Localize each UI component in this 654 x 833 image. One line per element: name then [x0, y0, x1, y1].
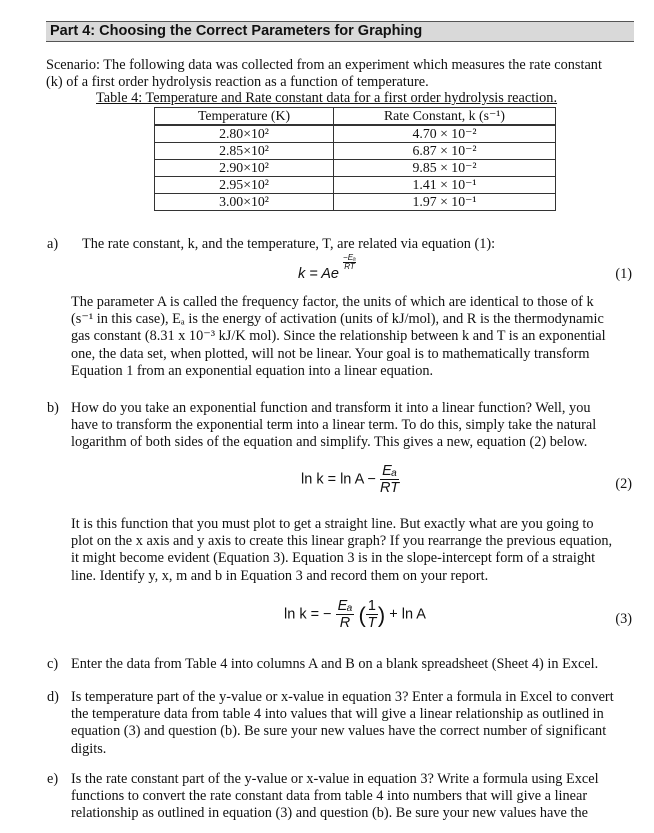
table-header-row [155, 108, 556, 126]
part-e-line: relationship as outlined in equation (3) and question (b). Be sure your new values have the [71, 805, 588, 822]
equation-2 [301, 463, 399, 497]
equation-2-fraction [380, 463, 399, 497]
part-a-intro: The rate constant, k, and the temperature, T, are related via equation (1): [82, 236, 496, 252]
part-b-line: It is this function that you must plot to get a straight line. But exactly what are you going to [71, 516, 594, 532]
part-b-line: line. Identify y, x, m and b in Equation 3 and record them on your report. [71, 567, 489, 584]
scenario-paragraph [46, 57, 634, 91]
part-e-line: Is the rate constant part of the y-value or x-value in equation 3? Write a formula using Excel [71, 771, 599, 787]
left-paren-glyph: ( [358, 602, 366, 628]
table-row [155, 177, 556, 194]
part-d-label: d) [47, 689, 59, 705]
part-b-label: b) [47, 400, 59, 416]
part-d-line: equation (3) and question (b). Be sure your new values have the correct number of significant [71, 723, 607, 740]
column-header-temperature: Temperature (K) [155, 108, 334, 126]
table-caption: Table 4: Temperature and Rate constant data for a first order hydrolysis reaction. [96, 90, 558, 106]
table-row [155, 143, 556, 160]
column-header-rate-constant: Rate Constant, k (s⁻¹) [334, 108, 556, 126]
equation-3-inner-fraction [366, 598, 378, 632]
section-header [46, 21, 634, 42]
equation-2-left: ln k = ln A − [301, 471, 376, 488]
part-d-line: the temperature data from table 4 into values that will give a linear relationship as outlined in [71, 706, 604, 723]
part-b-line: plot on the x axis and y axis to create this linear graph? If you rearrange the previous equation, [71, 533, 613, 550]
part-e-line: functions to convert the rate constant data from table 4 into numbers that will give a linear [71, 788, 588, 805]
scenario-line: (k) of a first order hydrolysis reaction as a function of temperature. [46, 74, 429, 91]
part-b-paragraph-2 [71, 516, 633, 585]
part-e-label: e) [47, 771, 59, 787]
data-table [154, 107, 556, 211]
equation-3-inner-denominator: T [367, 615, 377, 631]
equation-2-number: (2) [615, 476, 632, 492]
equation-1-exponent [343, 254, 356, 271]
right-paren-glyph: ) [377, 602, 386, 628]
rate-constant-cell: 6.87 × 10⁻² [334, 143, 556, 160]
equation-3-right: + ln A [389, 606, 426, 623]
table-row [155, 125, 556, 143]
temperature-cell: 2.80×10² [155, 125, 334, 143]
temperature-cell: 2.90×10² [155, 160, 334, 177]
temperature-cell: 3.00×10² [155, 194, 334, 211]
rate-constant-cell: 4.70 × 10⁻² [334, 125, 556, 143]
part-a-line: The parameter A is called the frequency factor, the units of which are identical to those of k [71, 294, 594, 310]
part-b-line: logarithm of both sides of the equation and simplify. This gives a new, equation (2) below. [71, 434, 588, 451]
rate-constant-cell: 1.41 × 10⁻¹ [334, 177, 556, 194]
part-d-line: digits. [71, 740, 107, 757]
part-d-paragraph [71, 689, 633, 758]
part-c-text: Enter the data from Table 4 into columns A and B on a blank spreadsheet (Sheet 4) in Excel. [71, 656, 599, 672]
part-b-line: How do you take an exponential function and transform it into a linear function? Well, you [71, 400, 591, 416]
part-b-paragraph [71, 400, 633, 452]
equation-3-inner-numerator: 1 [367, 598, 376, 614]
equation-1-exponent-bottom: RT [344, 262, 355, 271]
equation-3-number: (3) [615, 611, 632, 627]
part-a-line: gas constant (8.31 x 10⁻³ kJ/K mol). Since the relationship between k and T is an exponential [71, 328, 606, 345]
part-a-line: (s⁻¹ in this case), Eₐ is the energy of activation (units of kJ/mol), and R is the thermodynamic [71, 311, 604, 328]
equation-3-denominator: R [339, 615, 351, 631]
part-d-line: Is temperature part of the y-value or x-value in equation 3? Enter a formula in Excel to convert [71, 689, 614, 705]
part-b-line: it might become evident (Equation 3). Equation 3 is in the slope-intercept form of a straight [71, 550, 596, 567]
part-a-line: one, the data set, when plotted, will not be linear. Your goal is to mathematically transform [71, 345, 590, 362]
part-a-label: a) [47, 236, 59, 252]
table-row [155, 194, 556, 211]
part-b-line: have to transform the exponential term into a linear term. To do this, simply take the natural [71, 417, 597, 434]
equation-2-numerator: Eₐ [380, 463, 399, 480]
equation-1-exponent-top: −Eₐ [343, 253, 356, 262]
equation-3-numerator: Eₐ [337, 598, 353, 614]
temperature-cell: 2.95×10² [155, 177, 334, 194]
equation-3-left: ln k = − [284, 606, 332, 623]
scenario-line: Scenario: The following data was collected from an experiment which measures the rate constant [46, 57, 602, 73]
part-e-paragraph [71, 771, 633, 823]
part-a-line: Equation 1 from an exponential equation into a linear equation. [71, 362, 434, 379]
equation-2-denominator: RT [380, 480, 400, 496]
equation-1 [298, 253, 356, 283]
part-a-paragraph [71, 294, 633, 380]
equation-3 [284, 598, 426, 632]
section-title: Part 4: Choosing the Correct Parameters for Graphing [50, 23, 423, 39]
rate-constant-cell: 1.97 × 10⁻¹ [334, 194, 556, 211]
temperature-cell: 2.85×10² [155, 143, 334, 160]
equation-1-base: k = Ae [298, 266, 339, 282]
part-c-label: c) [47, 656, 59, 672]
equation-1-number: (1) [615, 266, 632, 282]
equation-3-fraction [336, 598, 355, 632]
rate-constant-cell: 9.85 × 10⁻² [334, 160, 556, 177]
table-row [155, 160, 556, 177]
